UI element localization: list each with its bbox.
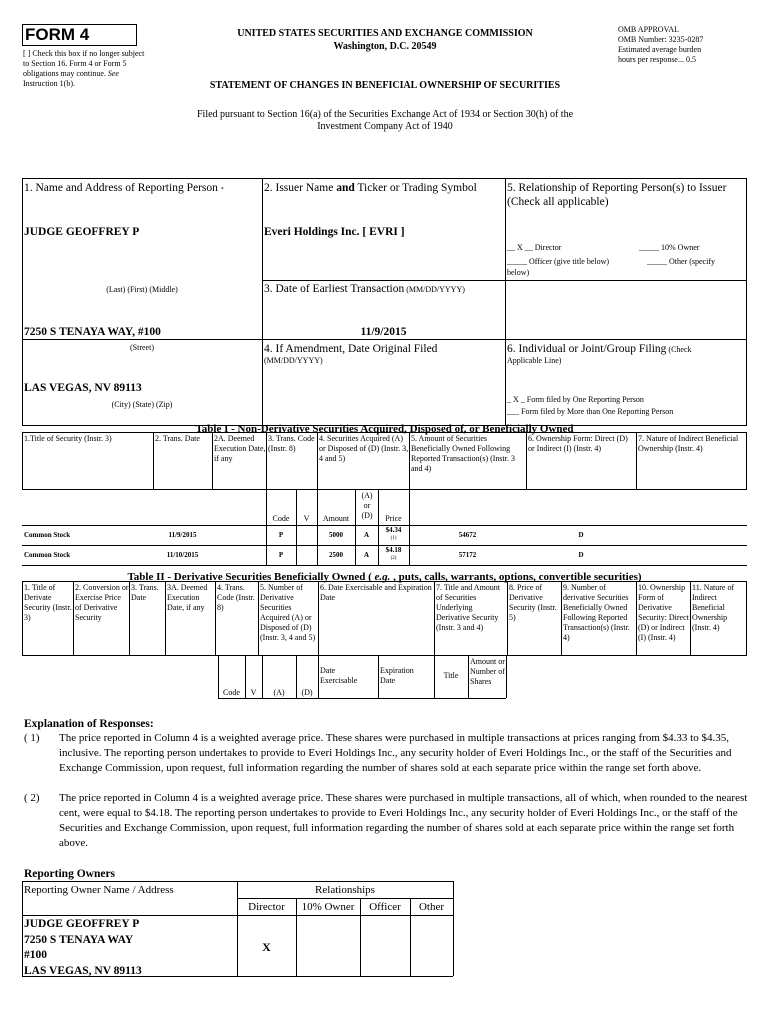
t2-h-number: 5. Number of Derivative Securities Acquired (A) or Disposed of (D) (Instr. 3, 4 and 5) — [260, 583, 316, 642]
t2-sub-amount: Amount or Number of Shares — [470, 657, 505, 686]
box1-label: 1. Name and Address of Reporting Person * — [24, 182, 224, 194]
earliest-transaction-date: 11/9/2015 — [360, 326, 407, 338]
owners-col-director: Director — [248, 901, 285, 913]
t2-h-beneficially: 9. Number of derivative Securities Beneficially Owned Following Reported Transaction(s) (Instr. 4) — [563, 583, 630, 642]
relationship-other: _____ Other (specify — [647, 257, 715, 266]
t1-h-code: 3. Trans. Code (Instr. 8) — [268, 434, 315, 453]
relationship-ten-pct: _____ 10% Owner — [639, 243, 700, 252]
reporting-person-city: LAS VEGAS, NV 89113 — [24, 382, 142, 394]
t1-h-nature: 7. Nature of Indirect Beneficial Ownership (Instr. 4) — [638, 434, 739, 453]
box2-label: 2. Issuer Name and Ticker or Trading Symbol — [264, 182, 477, 194]
box3-label: 3. Date of Earliest Transaction (MM/DD/YYYY) — [264, 283, 465, 295]
explanation-title: Explanation of Responses: — [24, 718, 154, 730]
note-2-text: The price reported in Column 4 is a weighted average price. These shares were purchased in multiple transactions, all of which, when rounded to the nearest cent, were equal to $4.18. The reporting person undertakes to provide to Everi Holdings Inc., any security holder of Everi Holdings Inc., or the staff of the Securities and Exchange Commission, upon request, full information regarding the number of shares sold at each separate price within the range set forth above. — [59, 792, 748, 849]
t1-r2-aord: A — [363, 551, 370, 559]
t1-h-title: 1.Title of Security (Instr. 3) — [24, 434, 112, 443]
relationship-director: __ X __ Director — [507, 243, 562, 252]
owners-col-ten: 10% Owner — [301, 901, 355, 913]
owners-col-name: Reporting Owner Name / Address — [24, 884, 174, 896]
street-label: (Street) — [130, 343, 154, 352]
t1-r2-amount: 2500 — [329, 551, 343, 559]
box6-label2: Applicable Line) — [507, 356, 562, 365]
filed-pursuant: Filed pursuant to Section 16(a) of the Securities Exchange Act of 1934 or Section 30(h) of the Investment Company Act of 1940 — [196, 109, 574, 132]
filing-option-one: _ X _ Form filed by One Reporting Person — [507, 395, 644, 404]
owner-address: JUDGE GEOFFREY P 7250 S TENAYA WAY #100 LAS VEGAS, NV 89113 — [24, 918, 142, 977]
table-row: Common Stock — [24, 531, 71, 539]
t2-h-code: 4. Trans. Code (Instr. 8) — [217, 583, 255, 612]
t1-r1-code: P — [278, 531, 284, 539]
note-1-text: The price reported in Column 4 is a weighted average price. These shares were purchased in multiple transactions at prices ranging from $4.33 to $4.35, inclusive. The reporting person undertakes to provide to Everi Holdings Inc., any security holder of Everi Holdings Inc., or the staff of the Securities and Exchange Commission, upon request, full information regarding the number of shares sold at each separate price within the range set forth above. — [59, 732, 732, 774]
t1-sub-price: Price — [385, 514, 402, 523]
table-row: Common Stock — [24, 551, 71, 559]
t1-r2-price: $4.18 — [385, 546, 402, 554]
box5-label: 5. Relationship of Reporting Person(s) to Issuer (Check all applicable) — [507, 182, 727, 208]
t2-h-title: 1. Title of Derivate Security (Instr. 3) — [24, 583, 72, 622]
agency-location: Washington, D.C. 20549 — [333, 41, 437, 52]
name-parts-label: (Last) (First) (Middle) — [106, 285, 178, 294]
t2-sub-v: V — [250, 688, 257, 697]
t2-h-conversion: 2. Conversion or Exercise Price of Derivative Security — [75, 583, 129, 622]
reporting-owners-title: Reporting Owners — [24, 868, 116, 880]
owners-col-relationships: Relationships — [315, 884, 375, 896]
note-1-number: ( 1) — [24, 732, 40, 744]
t1-h-owned: 5. Amount of Securities Beneficially Owned Following Reported Transaction(s) (Instr. 3 and 4) — [411, 434, 515, 473]
statement-title: STATEMENT OF CHANGES IN BENEFICIAL OWNERSHIP OF SECURITIES — [209, 80, 561, 91]
t1-r1-price: $4.34 — [385, 526, 402, 534]
note-2-number: ( 2) — [24, 792, 40, 804]
form-title: FORM 4 — [25, 25, 90, 44]
agency-name: UNITED STATES SECURITIES AND EXCHANGE COMMISSION — [237, 28, 533, 39]
t1-sub-amount: Amount — [322, 514, 350, 523]
table2-title: Table II - Derivative Securities Beneficially Owned ( e.g. , puts, calls, warrants, options, convertible securities) — [127, 571, 642, 583]
t2-sub-code: Code — [223, 688, 240, 697]
t1-r1-owned: 54672 — [458, 531, 477, 539]
owner-director-mark: X — [262, 940, 271, 954]
t2-sub-title: Title — [443, 671, 459, 680]
t1-sub-v: V — [303, 514, 310, 523]
t2-h-date: 3. Trans. Date — [131, 583, 159, 602]
t1-r2-price-note: (2) — [390, 556, 397, 561]
box4-label: 4. If Amendment, Date Original Filed — [264, 343, 438, 355]
relationship-below: below) — [507, 268, 530, 277]
t1-r1-form: D — [578, 531, 584, 539]
t1-r2-form: D — [578, 551, 584, 559]
owners-col-officer: Officer — [369, 901, 401, 913]
no-longer-subject-note: [ ] Check this box if no longer subject to Section 16. Form 4 or Form 5 obligations may continue. See Instruction 1(b). — [23, 49, 145, 88]
t2-h-underlying: 7. Title and Amount of Securities Underlying Derivative Security (Instr. 3 and 4) — [436, 583, 501, 632]
t1-r1-amount: 5000 — [329, 531, 343, 539]
t1-r2-owned: 57172 — [458, 551, 477, 559]
t1-h-deemed: 2A. Deemed Execution Date, if any — [214, 434, 266, 463]
explanation-note-2 — [24, 791, 750, 851]
t1-r1-aord: A — [363, 531, 370, 539]
t2-sub-exercisable: Date Exercisable — [320, 666, 358, 685]
relationship-officer: _____ Officer (give title below) — [507, 257, 610, 266]
omb-approval: OMB APPROVAL OMB Number: 3235-0287 Estimated average burden hours per response... 0.5 — [618, 25, 704, 64]
reporting-person-name: JUDGE GEOFFREY P — [24, 226, 140, 238]
t2-h-ownership: 10. Ownership Form of Derivative Security: Direct (D) or Indirect (I) (Instr. 4) — [638, 583, 689, 642]
t1-r2-code: P — [278, 551, 284, 559]
t2-h-deemed: 3A. Deemed Execution Date, if any — [167, 583, 208, 612]
box4-format: (MM/DD/YYYY) — [264, 356, 323, 365]
t1-h-acquired: 4. Securities Acquired (A) or Disposed of (D) (Instr. 3, 4 and 5) — [319, 434, 409, 463]
t2-sub-d: (D) — [301, 688, 313, 697]
t1-sub-aord: (A) or (D) — [361, 491, 373, 520]
t2-h-nature: 11. Nature of Indirect Beneficial Ownership (Instr. 4) — [692, 583, 735, 632]
filing-option-more: ___ Form filed by More than One Reporting Person — [507, 407, 674, 416]
issuer-name: Everi Holdings Inc. [ EVRI ] — [264, 226, 405, 238]
t1-r1-date: 11/9/2015 — [168, 531, 197, 539]
explanation-note-1 — [24, 731, 750, 776]
t2-sub-a: (A) — [273, 688, 285, 697]
t1-h-form: 6. Ownership Form: Direct (D) or Indirect (I) (Instr. 4) — [528, 434, 628, 453]
t1-h-date: 2. Trans. Date — [155, 434, 200, 443]
box6-label: 6. Individual or Joint/Group Filing (Check — [507, 343, 692, 355]
t2-h-exercisable: 6. Date Exercisable and Expiration Date — [320, 583, 432, 602]
owners-col-other: Other — [418, 901, 445, 913]
table1-title: Table I - Non-Derivative Securities Acquired, Disposed of, or Beneficially Owned — [195, 423, 574, 435]
t1-r1-price-note: (1) — [390, 536, 397, 541]
t1-sub-code: Code — [272, 514, 290, 523]
t2-h-price: 8. Price of Derivative Security (Instr. 5) — [509, 583, 557, 622]
t2-sub-expiration: Expiration Date — [380, 666, 414, 685]
reporting-person-street: 7250 S TENAYA WAY, #100 — [24, 326, 161, 338]
city-label: (City) (State) (Zip) — [111, 400, 173, 409]
t1-r2-date: 11/10/2015 — [166, 551, 199, 559]
